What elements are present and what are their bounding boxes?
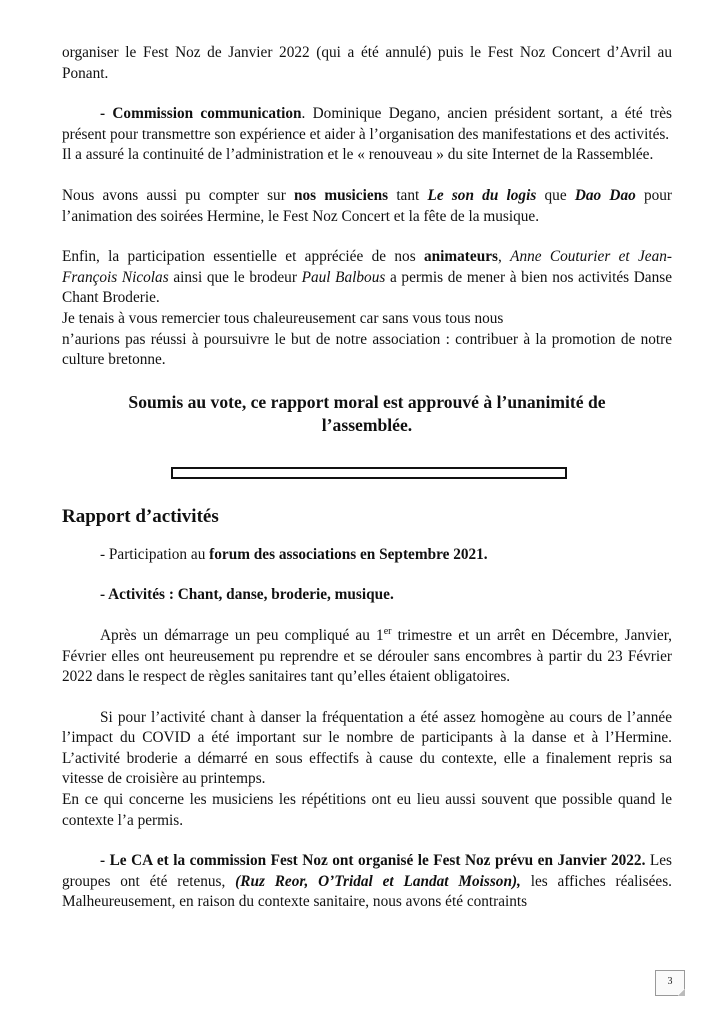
paragraph-fest-noz-organisation	[62, 851, 672, 913]
paragraph-animateurs	[62, 247, 672, 309]
text: organiser le Fest Noz de Janvier 2022 (qui a été annulé) puis le Fest Noz Concert d’Avril au Ponant.	[62, 44, 672, 82]
bold-text: forum des associations en Septembre 2021.	[209, 545, 488, 563]
text: Si pour l’activité chant à danser la fréquentation a été assez homogène au cours de l’année l’impact du COVID a été important sur le nombre de participants à la danse et à l’Hermine. L’activité broderie a démarré en sous effectifs à cause du contexte, elle a finalement repris sa vitesse de croisière au printemps.	[62, 708, 672, 788]
text: - Activités : Chant, danse, broderie, musique.	[100, 586, 394, 604]
text: Après un démarrage un peu compliqué au 1	[100, 626, 384, 644]
text: Soumis au vote, ce rapport moral est approuvé à l’unanimité de l’assemblée.	[128, 391, 606, 435]
bold-text: animateurs	[424, 248, 498, 266]
text: - Participation au	[100, 545, 210, 563]
commission-heading: - Commission communication	[100, 105, 302, 123]
text: Enfin, la participation essentielle et appréciée de nos	[62, 248, 425, 266]
paragraph-attendance	[62, 708, 672, 790]
text: Nous avons aussi pu compter sur	[62, 186, 295, 204]
person-names: Anne Couturier et Jean-François Nicolas	[62, 248, 672, 286]
separator-box	[171, 467, 567, 479]
text: . Dominique Degano, ancien président sortant, a été très présent pour transmettre son expérience et aider à l’organisation des manifestations et des activités.	[62, 105, 672, 143]
text: ,	[497, 248, 511, 266]
page-number: 3	[655, 970, 685, 996]
text: les affiches réalisées. Malheureusement, en raison du contexte sanitaire, nous avons été contraints	[62, 872, 672, 911]
text: En ce qui concerne les musiciens les répétitions ont eu lieu aussi souvent que possible quand le contexte l’a permis.	[62, 791, 672, 829]
bold-text: nos musiciens	[294, 186, 389, 204]
text: n’aurions pas réussi à poursuivre le but de notre association : contribuer à la promotion de notre culture bretonne.	[62, 330, 672, 369]
text: a permis de mener à bien nos activités Danse Chant Broderie.	[62, 268, 672, 307]
paragraph-fest-noz-intro	[62, 43, 672, 84]
text: Je tenais à vous remercier tous chaleureusement car sans vous tous nous	[62, 309, 504, 327]
paragraph-restart	[62, 626, 672, 688]
paragraph-forum	[62, 545, 672, 566]
paragraph-thanks	[62, 309, 672, 330]
text: ainsi que le brodeur	[168, 268, 302, 286]
paragraph-musicians-rehearsals	[62, 790, 672, 831]
band-name: Le son du logis	[427, 186, 537, 204]
superscript: er	[383, 625, 392, 637]
paragraph-musicians	[62, 186, 672, 227]
text: Les groupes ont été retenus,	[62, 852, 672, 890]
document-page	[62, 43, 672, 913]
person-name: Paul Balbous	[301, 268, 386, 286]
bold-text: - Le CA et la commission Fest Noz ont organisé le Fest Noz prévu en Janvier 2022.	[100, 852, 646, 870]
paragraph-continuity	[62, 145, 672, 166]
band-names: (Ruz Reor, O’Tridal et Landat Moisson),	[235, 872, 521, 890]
band-name: Dao Dao	[574, 186, 636, 204]
text: pour l’animation des soirées Hermine, le Fest Noz Concert et la fête de la musique.	[62, 186, 673, 225]
paragraph-commission-communication	[62, 104, 672, 145]
text: Il a assuré la continuité de l’administration et le « renouveau » du site Internet de la Rassemblée.	[62, 146, 654, 164]
text: tant	[388, 186, 428, 204]
paragraph-activities-heading	[62, 585, 672, 606]
vote-statement	[87, 391, 647, 437]
text: trimestre et un arrêt en Décembre, Janvier, Février elles ont heureusement pu reprendre et se dérouler sans encombres à partir du 23 Février 2022 dans le respect de règles sanitaires tant qu’elles étaient obligatoires.	[62, 626, 673, 686]
text: que	[536, 186, 575, 204]
paragraph-culture	[62, 330, 672, 371]
section-title: Rapport d’activités	[62, 505, 219, 527]
